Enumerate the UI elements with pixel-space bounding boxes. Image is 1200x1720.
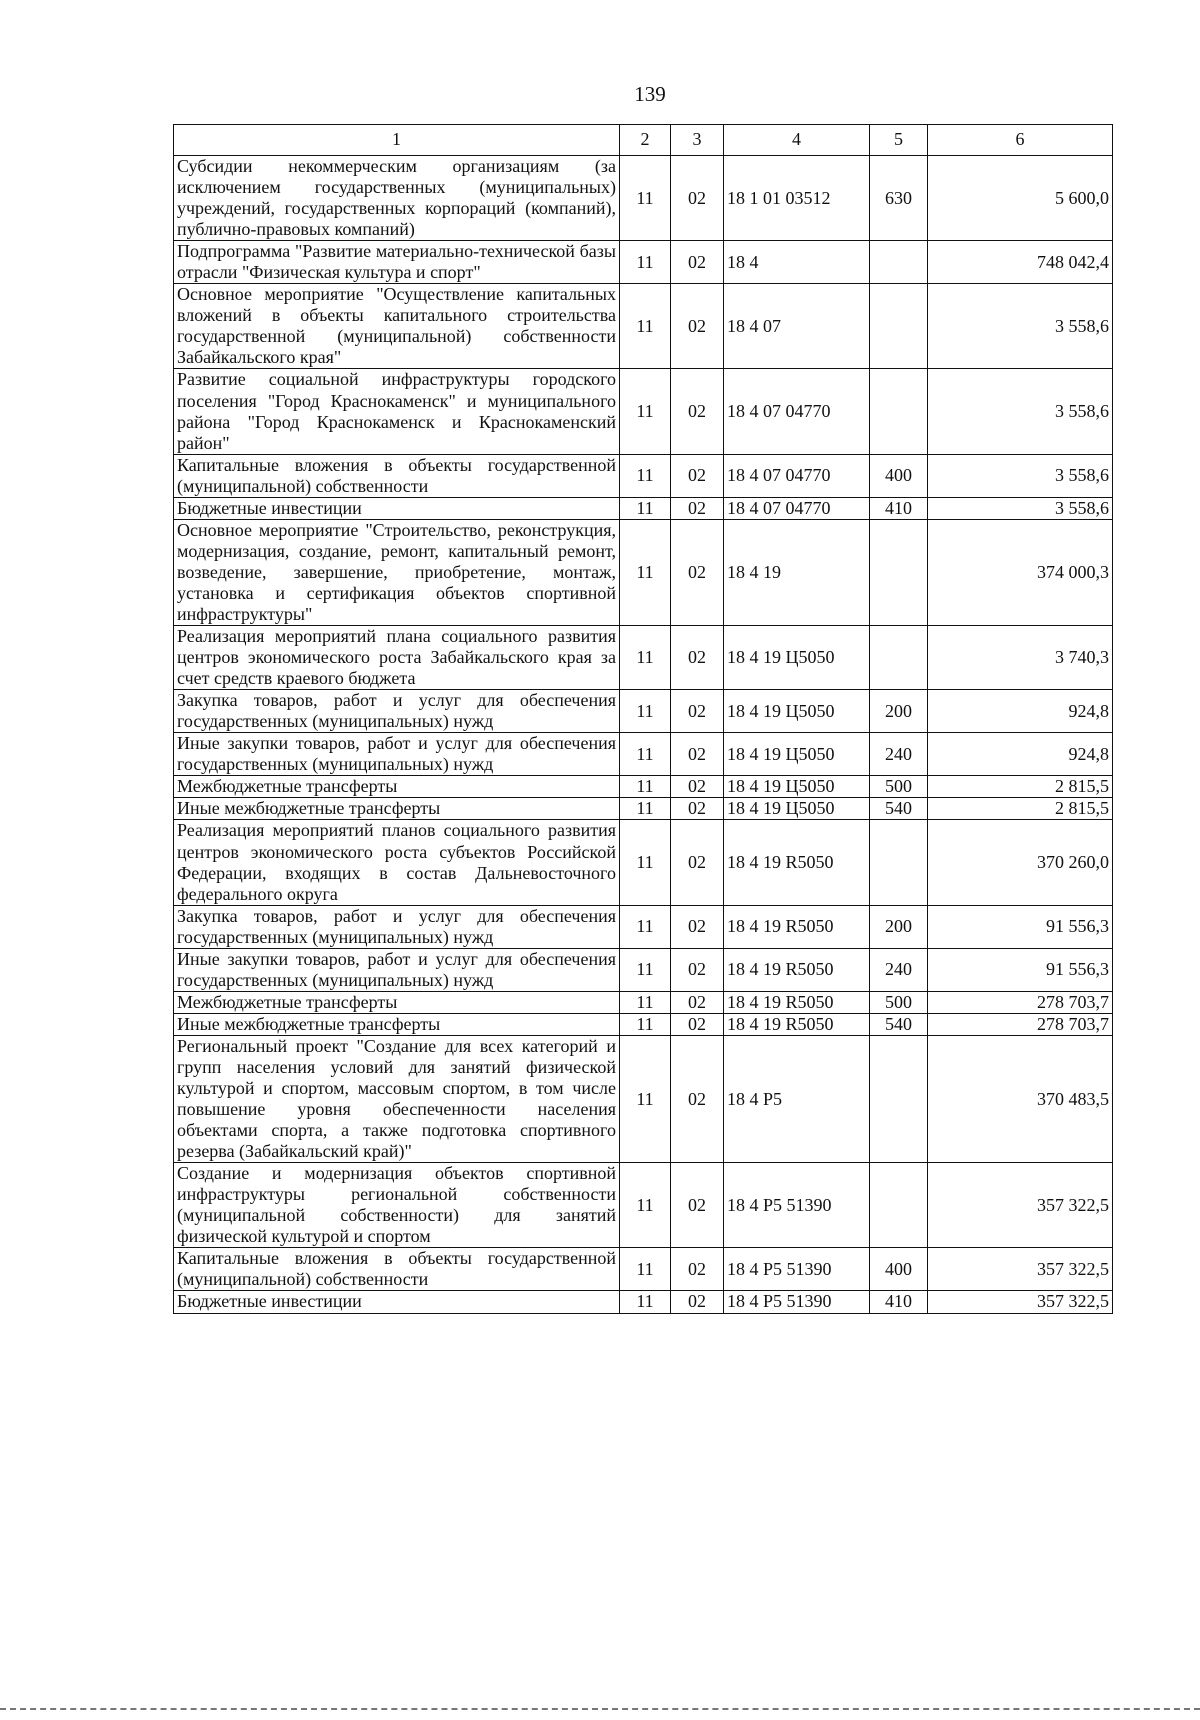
row-section: 11: [620, 241, 671, 284]
table-row: [174, 454, 1113, 497]
header-col-2: 2: [620, 125, 671, 156]
table-row: [174, 733, 1113, 776]
row-target-code: 18 4 P5: [724, 1035, 870, 1162]
row-section: 11: [620, 1035, 671, 1162]
row-amount: 5 600,0: [928, 156, 1113, 241]
row-expense-type: [870, 820, 928, 905]
row-target-code: 18 4 P5 51390: [724, 1248, 870, 1291]
row-target-code: 18 4 19 Ц5050: [724, 690, 870, 733]
row-expense-type: 410: [870, 1291, 928, 1313]
header-row: [174, 125, 1113, 156]
table-row: [174, 284, 1113, 369]
row-expense-type: 240: [870, 948, 928, 991]
row-expense-type: 410: [870, 497, 928, 519]
row-expense-type: 540: [870, 1013, 928, 1035]
row-name: Иные закупки товаров, работ и услуг для обеспечения государственных (муниципальных) нужд: [174, 733, 620, 776]
scan-edge-line: [0, 1708, 1200, 1710]
row-target-code: 18 4 19 R5050: [724, 948, 870, 991]
table-row: [174, 776, 1113, 798]
row-amount: 3 558,6: [928, 454, 1113, 497]
row-amount: 370 260,0: [928, 820, 1113, 905]
header-col-6: 6: [928, 125, 1113, 156]
table-header: [174, 125, 1113, 156]
row-target-code: 18 4 19 R5050: [724, 1013, 870, 1035]
table-row: [174, 820, 1113, 905]
row-section: 11: [620, 1248, 671, 1291]
row-name: Закупка товаров, работ и услуг для обеспечения государственных (муниципальных) нужд: [174, 905, 620, 948]
table-row: [174, 798, 1113, 820]
table-row: [174, 369, 1113, 454]
row-subsection: 02: [671, 1163, 724, 1248]
row-subsection: 02: [671, 497, 724, 519]
row-expense-type: [870, 1163, 928, 1248]
table-row: [174, 1013, 1113, 1035]
row-name: Основное мероприятие "Строительство, реконструкция, модернизация, создание, ремонт, капитальный ремонт, возведение, завершение, приобретение, монтаж, установка и сертификация объектов спортивной инфраструктуры": [174, 519, 620, 625]
row-target-code: 18 4 19 Ц5050: [724, 626, 870, 690]
row-amount: 748 042,4: [928, 241, 1113, 284]
row-section: 11: [620, 519, 671, 625]
row-amount: 278 703,7: [928, 991, 1113, 1013]
row-section: 11: [620, 156, 671, 241]
budget-table: [173, 124, 1113, 1314]
row-amount: 357 322,5: [928, 1163, 1113, 1248]
row-expense-type: 500: [870, 776, 928, 798]
row-target-code: 18 4 19 R5050: [724, 991, 870, 1013]
table-row: [174, 1248, 1113, 1291]
row-subsection: 02: [671, 1248, 724, 1291]
row-expense-type: 200: [870, 690, 928, 733]
row-subsection: 02: [671, 369, 724, 454]
row-amount: 3 740,3: [928, 626, 1113, 690]
row-amount: 2 815,5: [928, 798, 1113, 820]
row-section: 11: [620, 369, 671, 454]
row-subsection: 02: [671, 905, 724, 948]
row-section: 11: [620, 905, 671, 948]
table-row: [174, 991, 1113, 1013]
row-expense-type: 400: [870, 454, 928, 497]
row-section: 11: [620, 284, 671, 369]
header-col-5: 5: [870, 125, 928, 156]
row-section: 11: [620, 626, 671, 690]
row-subsection: 02: [671, 733, 724, 776]
row-section: 11: [620, 798, 671, 820]
row-expense-type: [870, 369, 928, 454]
row-expense-type: [870, 626, 928, 690]
row-name: Межбюджетные трансферты: [174, 776, 620, 798]
row-name: Реализация мероприятий плана социального развития центров экономического роста Забайкальского края за счет средств краевого бюджета: [174, 626, 620, 690]
row-name: Межбюджетные трансферты: [174, 991, 620, 1013]
row-subsection: 02: [671, 776, 724, 798]
row-target-code: 18 4 07: [724, 284, 870, 369]
row-target-code: 18 4 19: [724, 519, 870, 625]
row-expense-type: [870, 284, 928, 369]
row-expense-type: [870, 519, 928, 625]
row-name: Создание и модернизация объектов спортивной инфраструктуры региональной собственности (муниципальной собственности) для занятий физической культурой и спортом: [174, 1163, 620, 1248]
row-name: Реализация мероприятий планов социального развития центров экономического роста субъектов Российской Федерации, входящих в состав Дальневосточного федерального округа: [174, 820, 620, 905]
row-name: Иные закупки товаров, работ и услуг для обеспечения государственных (муниципальных) нужд: [174, 948, 620, 991]
row-target-code: 18 4 P5 51390: [724, 1291, 870, 1313]
table-row: [174, 519, 1113, 625]
row-name: Подпрограмма "Развитие материально-технической базы отрасли "Физическая культура и спорт": [174, 241, 620, 284]
row-amount: 357 322,5: [928, 1248, 1113, 1291]
row-expense-type: 500: [870, 991, 928, 1013]
table-row: [174, 626, 1113, 690]
row-subsection: 02: [671, 156, 724, 241]
row-name: Бюджетные инвестиции: [174, 497, 620, 519]
row-section: 11: [620, 991, 671, 1013]
row-amount: 374 000,3: [928, 519, 1113, 625]
row-subsection: 02: [671, 626, 724, 690]
table-row: [174, 690, 1113, 733]
row-target-code: 18 1 01 03512: [724, 156, 870, 241]
row-target-code: 18 4 P5 51390: [724, 1163, 870, 1248]
row-target-code: 18 4 19 R5050: [724, 905, 870, 948]
row-name: Капитальные вложения в объекты государственной (муниципальной) собственности: [174, 454, 620, 497]
row-amount: 3 558,6: [928, 497, 1113, 519]
row-amount: 3 558,6: [928, 369, 1113, 454]
row-target-code: 18 4: [724, 241, 870, 284]
row-amount: 370 483,5: [928, 1035, 1113, 1162]
row-section: 11: [620, 497, 671, 519]
row-name: Субсидии некоммерческим организациям (за исключением государственных (муниципальных) учреждений, государственных корпораций (компаний), публично-правовых компаний): [174, 156, 620, 241]
row-section: 11: [620, 454, 671, 497]
table-row: [174, 948, 1113, 991]
row-amount: 91 556,3: [928, 948, 1113, 991]
table-row: [174, 241, 1113, 284]
row-subsection: 02: [671, 991, 724, 1013]
header-col-4: 4: [724, 125, 870, 156]
row-expense-type: 200: [870, 905, 928, 948]
row-name: Капитальные вложения в объекты государственной (муниципальной) собственности: [174, 1248, 620, 1291]
row-subsection: 02: [671, 798, 724, 820]
table-row: [174, 1163, 1113, 1248]
row-amount: 2 815,5: [928, 776, 1113, 798]
row-amount: 3 558,6: [928, 284, 1113, 369]
row-section: 11: [620, 1013, 671, 1035]
row-name: Основное мероприятие "Осуществление капитальных вложений в объекты капитального строительства государственной (муниципальной) собственности Забайкальского края": [174, 284, 620, 369]
row-target-code: 18 4 19 Ц5050: [724, 798, 870, 820]
table-row: [174, 1035, 1113, 1162]
row-amount: 357 322,5: [928, 1291, 1113, 1313]
row-expense-type: 240: [870, 733, 928, 776]
table-body: [174, 156, 1113, 1314]
row-subsection: 02: [671, 241, 724, 284]
row-amount: 91 556,3: [928, 905, 1113, 948]
table-row: [174, 497, 1113, 519]
row-target-code: 18 4 07 04770: [724, 369, 870, 454]
row-expense-type: 630: [870, 156, 928, 241]
page-number: 139: [634, 82, 666, 106]
row-name: Региональный проект "Создание для всех категорий и групп населения условий для занятий физической культурой и спортом, массовым спортом, в том числе повышение уровня обеспеченности населения объектами спорта, а также подготовка спортивного резерва (Забайкальский край)": [174, 1035, 620, 1162]
row-name: Иные межбюджетные трансферты: [174, 798, 620, 820]
header-col-3: 3: [671, 125, 724, 156]
row-subsection: 02: [671, 1013, 724, 1035]
row-name: Закупка товаров, работ и услуг для обеспечения государственных (муниципальных) нужд: [174, 690, 620, 733]
row-subsection: 02: [671, 948, 724, 991]
row-expense-type: 400: [870, 1248, 928, 1291]
row-expense-type: [870, 241, 928, 284]
row-expense-type: [870, 1035, 928, 1162]
row-expense-type: 540: [870, 798, 928, 820]
row-section: 11: [620, 690, 671, 733]
table-row: [174, 905, 1113, 948]
row-subsection: 02: [671, 519, 724, 625]
row-amount: 924,8: [928, 733, 1113, 776]
row-target-code: 18 4 07 04770: [724, 454, 870, 497]
row-target-code: 18 4 19 Ц5050: [724, 776, 870, 798]
row-subsection: 02: [671, 454, 724, 497]
row-subsection: 02: [671, 284, 724, 369]
row-amount: 924,8: [928, 690, 1113, 733]
row-amount: 278 703,7: [928, 1013, 1113, 1035]
row-section: 11: [620, 948, 671, 991]
row-target-code: 18 4 19 R5050: [724, 820, 870, 905]
row-target-code: 18 4 19 Ц5050: [724, 733, 870, 776]
row-section: 11: [620, 1291, 671, 1313]
row-section: 11: [620, 733, 671, 776]
row-name: Иные межбюджетные трансферты: [174, 1013, 620, 1035]
row-name: Развитие социальной инфраструктуры городского поселения "Город Краснокаменск" и муниципального района "Город Краснокаменск и Краснокаменский район": [174, 369, 620, 454]
row-subsection: 02: [671, 820, 724, 905]
row-section: 11: [620, 820, 671, 905]
row-target-code: 18 4 07 04770: [724, 497, 870, 519]
header-col-1: 1: [174, 125, 620, 156]
row-subsection: 02: [671, 1291, 724, 1313]
row-section: 11: [620, 1163, 671, 1248]
row-name: Бюджетные инвестиции: [174, 1291, 620, 1313]
row-subsection: 02: [671, 690, 724, 733]
table-row: [174, 1291, 1113, 1313]
table-row: [174, 156, 1113, 241]
row-subsection: 02: [671, 1035, 724, 1162]
row-section: 11: [620, 776, 671, 798]
